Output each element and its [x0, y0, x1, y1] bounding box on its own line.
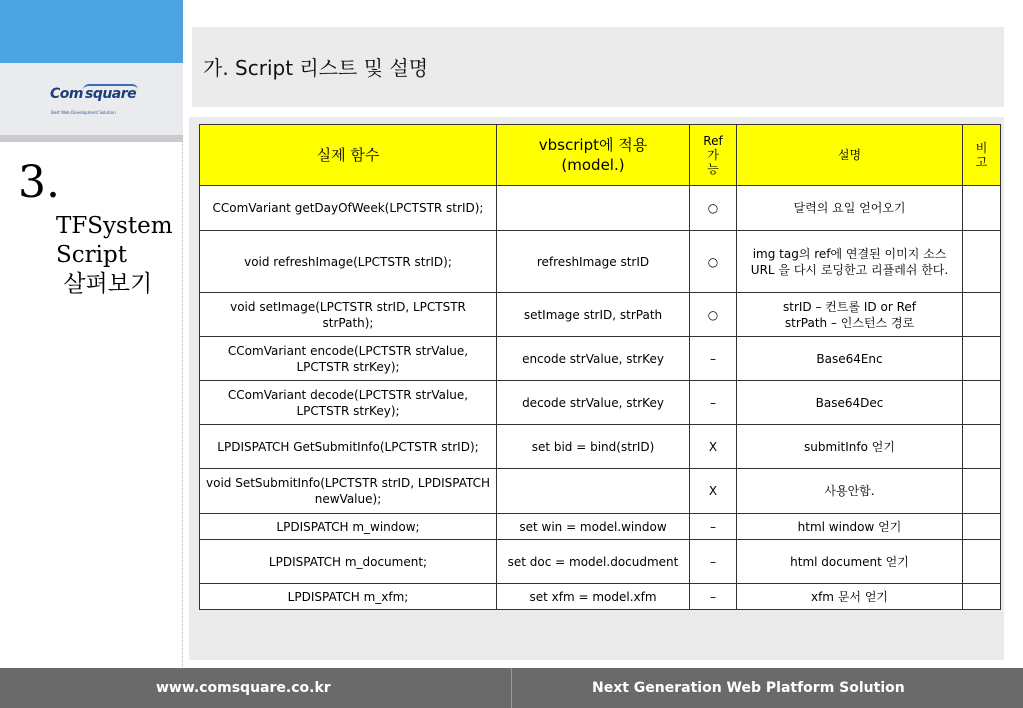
logo-brand-right: square [84, 86, 137, 102]
cell-func: LPDISPATCH GetSubmitInfo(LPCTSTR strID); [200, 425, 497, 469]
cell-desc: xfm 문서 얻기 [737, 584, 963, 610]
header-vbscript: vbscript에 적용 (model.) [497, 125, 690, 186]
cell-note [963, 514, 1001, 540]
table-row [200, 186, 1001, 231]
logo-brand-left: Com [50, 86, 83, 102]
table-row [200, 584, 1001, 610]
company-logo [50, 86, 138, 102]
cell-note [963, 293, 1001, 337]
cell-ref: ○ [690, 293, 737, 337]
table-row [200, 514, 1001, 540]
table-row [200, 540, 1001, 584]
cell-desc: 사용안함. [737, 469, 963, 514]
cell-vbs: refreshImage strID [497, 231, 690, 293]
page-title: 가. Script 리스트 및 설명 [203, 56, 429, 80]
logo-tagline: Best Web Development Solution [51, 110, 116, 115]
table-row [200, 337, 1001, 381]
table-row [200, 381, 1001, 425]
cell-desc: html document 얻기 [737, 540, 963, 584]
cell-ref: ○ [690, 186, 737, 231]
logo-underline [0, 135, 183, 142]
cell-func: CComVariant encode(LPCTSTR strValue, LPCTSTR strKey); [200, 337, 497, 381]
cell-func: void setImage(LPCTSTR strID, LPCTSTR strPath); [200, 293, 497, 337]
section-number: 3. [18, 157, 60, 208]
header-ref: Ref 가 능 [690, 125, 737, 186]
section-title: TFSystem Script 살펴보기 [56, 213, 173, 297]
cell-vbs: set bid = bind(strID) [497, 425, 690, 469]
cell-ref: – [690, 337, 737, 381]
table-row [200, 469, 1001, 514]
cell-vbs [497, 186, 690, 231]
table-header-row [200, 125, 1001, 186]
cell-func: LPDISPATCH m_window; [200, 514, 497, 540]
cell-vbs [497, 469, 690, 514]
cell-note [963, 337, 1001, 381]
cell-vbs: set xfm = model.xfm [497, 584, 690, 610]
cell-ref: X [690, 425, 737, 469]
table-row [200, 231, 1001, 293]
header-function: 실제 함수 [200, 125, 497, 186]
cell-func: LPDISPATCH m_document; [200, 540, 497, 584]
cell-note [963, 425, 1001, 469]
footer-divider [511, 668, 512, 708]
cell-desc: strID – 컨트롤 ID or Ref strPath – 인스턴스 경로 [737, 293, 963, 337]
cell-vbs: decode strValue, strKey [497, 381, 690, 425]
footer-website: www.comsquare.co.kr [156, 680, 331, 696]
cell-note [963, 469, 1001, 514]
header-note: 비 고 [963, 125, 1001, 186]
table-row [200, 293, 1001, 337]
cell-note [963, 381, 1001, 425]
cell-ref: – [690, 584, 737, 610]
footer-slogan: Next Generation Web Platform Solution [592, 680, 905, 696]
cell-func: CComVariant decode(LPCTSTR strValue, LPCTSTR strKey); [200, 381, 497, 425]
header-description: 설명 [737, 125, 963, 186]
cell-note [963, 231, 1001, 293]
cell-ref: – [690, 514, 737, 540]
cell-desc: Base64Dec [737, 381, 963, 425]
cell-vbs: set win = model.window [497, 514, 690, 540]
cell-vbs: encode strValue, strKey [497, 337, 690, 381]
cell-desc: Base64Enc [737, 337, 963, 381]
script-table [199, 124, 1001, 610]
cell-vbs: set doc = model.docudment [497, 540, 690, 584]
cell-func: void refreshImage(LPCTSTR strID); [200, 231, 497, 293]
cell-func: CComVariant getDayOfWeek(LPCTSTR strID); [200, 186, 497, 231]
cell-desc: img tag의 ref에 연결된 이미지 소스 URL 을 다시 로딩한고 리플레쉬 한다. [737, 231, 963, 293]
cell-note [963, 186, 1001, 231]
cell-ref: X [690, 469, 737, 514]
cell-note [963, 540, 1001, 584]
cell-desc: submitInfo 얻기 [737, 425, 963, 469]
cell-func: void SetSubmitInfo(LPCTSTR strID, LPDISPATCH newValue); [200, 469, 497, 514]
cell-vbs: setImage strID, strPath [497, 293, 690, 337]
cell-ref: – [690, 540, 737, 584]
table-row [200, 425, 1001, 469]
cell-ref: – [690, 381, 737, 425]
cell-desc: html window 얻기 [737, 514, 963, 540]
cell-ref: ○ [690, 231, 737, 293]
cell-func: LPDISPATCH m_xfm; [200, 584, 497, 610]
cell-note [963, 584, 1001, 610]
sidebar-divider [182, 142, 183, 667]
cell-desc: 달력의 요일 얻어오기 [737, 186, 963, 231]
